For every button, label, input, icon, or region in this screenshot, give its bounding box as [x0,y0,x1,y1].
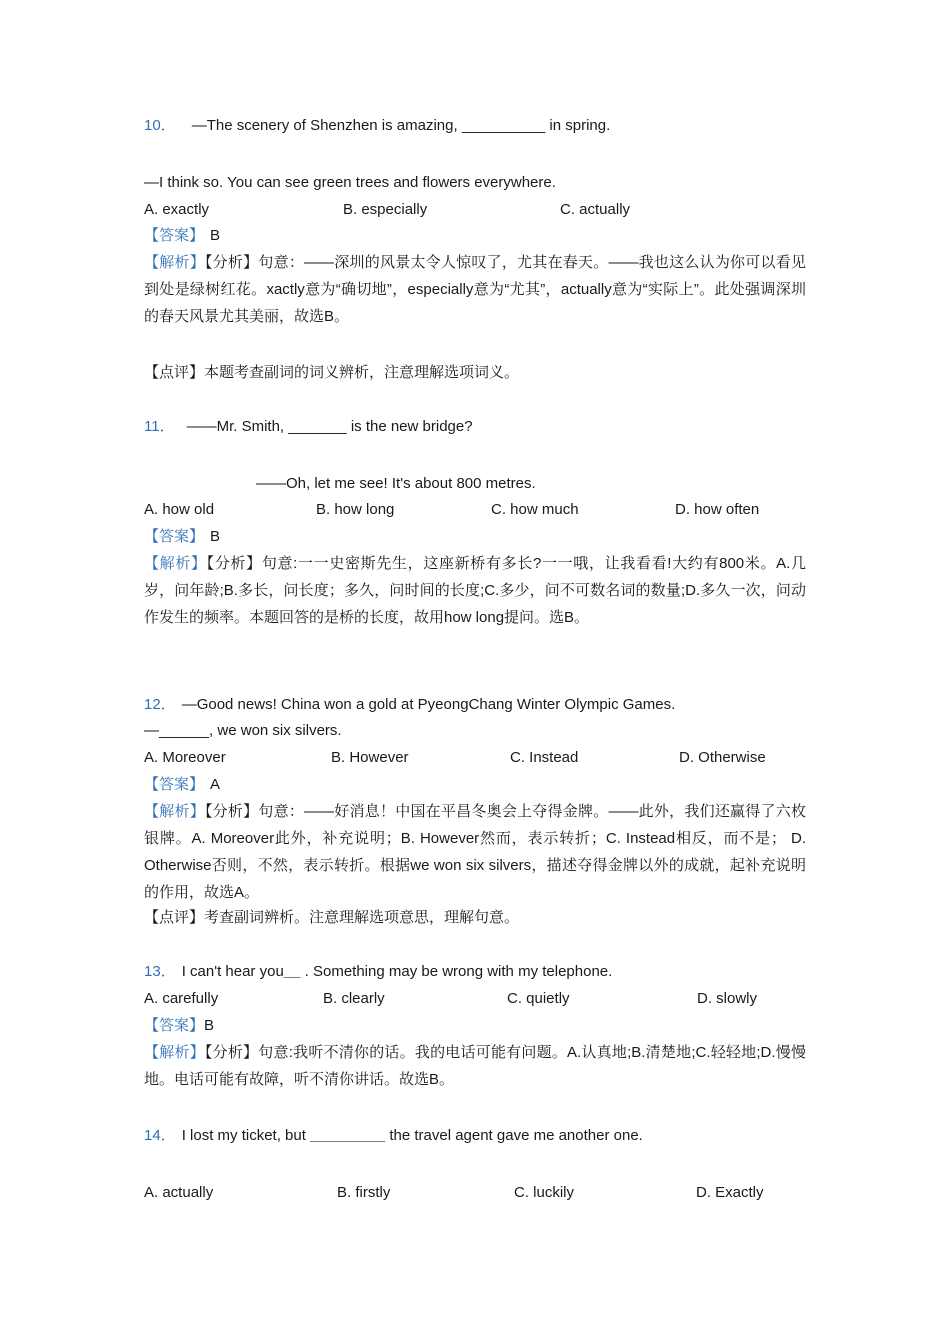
q12-reply: —______, we won six silvers. [144,722,342,739]
q10-reply: —I think so. You can see green trees and flowers everywhere. [144,174,556,191]
q12-answer-tag: 【答案】 [144,776,205,793]
q12-option-a[interactable]: A. Moreover [144,749,226,766]
q11-answer: B [210,528,221,545]
q11-answer-line [144,527,220,547]
q10-option-a[interactable]: A. exactly [144,201,210,218]
q13-blank: __ [283,963,301,980]
q12-stem: —Good news! China won a gold at PyeongChang Winter Olympic Games. [181,696,676,713]
q12-stem-line [144,695,675,715]
q10-answer-line [144,226,220,246]
q10-answer: B [210,227,221,244]
q11-reply: ——Oh, let me see! It's about 800 metres. [256,475,536,492]
q13-analysis-text: 【分析】句意:我听不清你的话。我的电话可能有问题。A.认真地;B.清楚地;C.轻轻地;D.慢慢地。电话可能有故障，听不清你讲话。故选B。 [144,1044,806,1088]
q12-answer-line [144,775,220,795]
q14-option-c[interactable]: C. luckily [514,1184,575,1201]
q10-number: 10． [144,117,176,134]
q13-analysis [144,1039,806,1093]
q13-stem-line [144,962,612,982]
q12-comment: 【点评】考查副词辨析。注意理解选项意思，理解句意。 [144,909,520,926]
q10-option-b[interactable]: B. especially [343,201,428,218]
q10-answer-tag: 【答案】 [144,227,205,244]
q11-number: 11． [144,418,175,435]
q13-answer-tag: 【答案】 [144,1017,205,1034]
q13-stem-after: . Something may be wrong with my telephone. [300,963,613,980]
q12-option-d[interactable]: D. Otherwise [679,749,766,766]
q10-analysis [144,249,806,330]
q12-number: 12． [144,696,176,713]
q13-option-d[interactable]: D. slowly [697,990,758,1007]
q13-option-b[interactable]: B. clearly [323,990,385,1007]
q10-stem-line [144,116,610,136]
q12-analysis-tag: 【解析】 [144,803,205,820]
q10-analysis-tag: 【解析】 [144,254,205,271]
q14-option-a[interactable]: A. actually [144,1184,214,1201]
q14-blank: _________ [310,1127,386,1144]
q14-option-d[interactable]: D. Exactly [696,1184,764,1201]
q12-option-b[interactable]: B. However [331,749,409,766]
q13-number: 13． [144,963,176,980]
q11-option-c[interactable]: C. how much [491,501,579,518]
q10-stem: —The scenery of Shenzhen is amazing, __________ in spring. [191,117,611,134]
q14-option-b[interactable]: B. firstly [337,1184,391,1201]
q11-analysis [144,550,806,631]
q12-analysis [144,798,806,906]
q11-stem: ——Mr. Smith, _______ is the new bridge? [186,418,473,435]
q11-option-d[interactable]: D. how often [675,501,760,518]
q11-option-a[interactable]: A. how old [144,501,215,518]
q13-option-a[interactable]: A. carefully [144,990,219,1007]
q14-stem-line [144,1126,643,1146]
q13-stem-before: I can't hear you [181,963,284,980]
q12-option-c[interactable]: C. Instead [510,749,579,766]
q14-number: 14． [144,1127,176,1144]
q10-comment: 【点评】本题考查副词的词义辨析，注意理解选项词义。 [144,364,520,381]
q11-answer-tag: 【答案】 [144,528,205,545]
q13-answer-line [144,1016,214,1036]
q11-analysis-tag: 【解析】 [144,555,207,572]
q12-analysis-text: 【分析】句意：——好消息！中国在平昌冬奥会上夺得金牌。——此外，我们还赢得了六枚银牌。A. Moreover此外，补充说明；B. However然而，表示转折；C. Instead相反，而不是； D. Otherwise否则，不然，表示转折。根据we won six silvers，描述夺得金牌以外的成就，起补充说明的作用，故选A。 [144,803,806,901]
q14-stem-after: the travel agent gave me another one. [385,1127,643,1144]
q10-option-c[interactable]: C. actually [560,201,631,218]
q14-stem-before: I lost my ticket, but [181,1127,311,1144]
q10-analysis-text: 【分析】句意：——深圳的风景太令人惊叹了，尤其在春天。——我也这么认为你可以看见到处是绿树红花。xactly意为“确切地”，especially意为“尤其”，actually意为“实际上”。此处强调深圳的春天风景尤其美丽，故选B。 [144,254,806,325]
q11-stem-line [144,417,473,437]
q11-option-b[interactable]: B. how long [316,501,395,518]
q13-analysis-tag: 【解析】 [144,1044,205,1061]
q11-analysis-text: 【分析】句意:一一史密斯先生，这座新桥有多长?一一哦，让我看看!大约有800米。A.几岁，问年龄;B.多长，问长度；多久，问时间的长度;C.多少，问不可数名词的数量;D.多久一次，问动作发生的频率。本题回答的是桥的长度，故用how long提问。选B。 [144,555,806,626]
q13-option-c[interactable]: C. quietly [507,990,570,1007]
q12-answer: A [210,776,221,793]
q13-answer: B [204,1017,215,1034]
